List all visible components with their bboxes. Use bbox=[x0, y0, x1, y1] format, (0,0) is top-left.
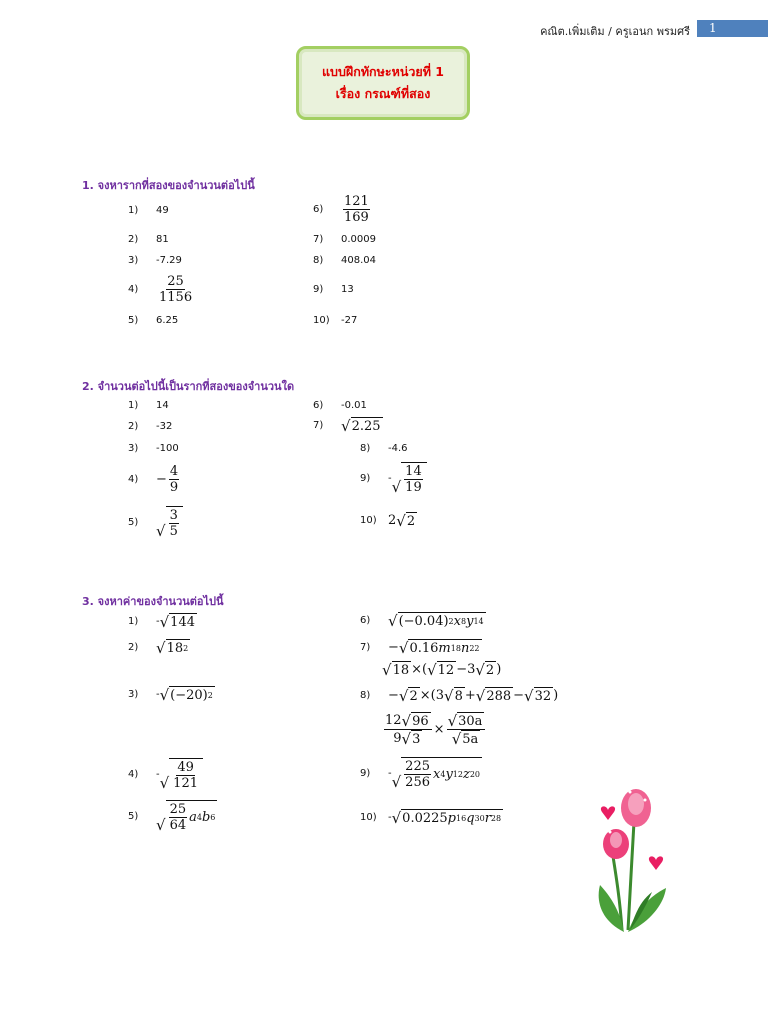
s3-item-5 bbox=[128, 800, 217, 833]
prefix: - bbox=[388, 768, 392, 779]
variable: y bbox=[466, 614, 474, 629]
variable: m bbox=[438, 641, 451, 656]
base: (−0.04) bbox=[398, 614, 449, 629]
minus-sign: − bbox=[156, 472, 167, 487]
radicand: 144 bbox=[170, 615, 195, 630]
radical-sign: √ bbox=[156, 639, 166, 657]
section-2-heading: 2. จำนวนต่อไปนี้เป็นรากที่สองของจำนวนใด bbox=[82, 380, 295, 393]
radical-sign: √ bbox=[159, 613, 170, 631]
variable: r bbox=[484, 811, 491, 826]
item-number: 7) bbox=[360, 642, 371, 653]
fraction bbox=[404, 759, 431, 790]
item-number: 6) bbox=[313, 204, 324, 215]
square-root: √ 2 bbox=[475, 661, 495, 679]
s1-item-5 bbox=[128, 315, 178, 326]
s2-item-1 bbox=[128, 400, 169, 411]
fraction bbox=[169, 802, 188, 833]
item-number: 6) bbox=[313, 400, 324, 411]
title-box bbox=[296, 46, 470, 120]
numerator: 14 bbox=[405, 464, 422, 479]
item-value: 13 bbox=[341, 284, 354, 295]
square-root: √ $\frac{225}{256}$ x 4 y 12 z 20 bbox=[391, 759, 481, 791]
item-number: 3) bbox=[128, 443, 139, 454]
item-number: 5) bbox=[128, 315, 139, 326]
variable: b bbox=[201, 810, 211, 825]
radical-sign: √ bbox=[391, 809, 402, 827]
item-number: 5) bbox=[128, 811, 139, 822]
square-root: √ 18 2 bbox=[156, 639, 189, 657]
numerator: 3 bbox=[169, 508, 178, 523]
square-root: √ $\frac{25}{64}$ a 4 b 6 bbox=[156, 802, 216, 834]
variable: x bbox=[453, 614, 461, 629]
title-line-1: แบบฝึกทักษะหน่วยที่ 1 bbox=[322, 64, 444, 79]
item-value: -100 bbox=[156, 443, 179, 454]
prefix: - bbox=[388, 812, 392, 823]
denominator: 5 bbox=[169, 524, 178, 539]
square-root: √ 0.16 m 18 n 22 bbox=[398, 639, 480, 657]
s2-item-3 bbox=[128, 443, 179, 454]
item-value: 14 bbox=[156, 400, 169, 411]
s2-item-9 bbox=[360, 462, 427, 495]
square-root bbox=[156, 506, 183, 539]
numerator: 225 bbox=[405, 759, 430, 774]
square-root: √ (−20) 2 bbox=[159, 686, 213, 704]
radical-sign: √ bbox=[391, 773, 402, 791]
item-value: -4.6 bbox=[388, 443, 408, 454]
prefix: - bbox=[388, 473, 392, 484]
s3-item-8-line-2: 8) − √ 2 ×(3 √ 8 + √ 288 − √ 32 ) bbox=[360, 687, 559, 705]
denominator: 169 bbox=[344, 210, 369, 225]
square-root: √ 0.0225 p 16 q 30 r 28 bbox=[391, 809, 502, 827]
item-number: 1) bbox=[128, 616, 139, 627]
fraction bbox=[169, 464, 179, 495]
s2-item-2 bbox=[128, 421, 172, 432]
radicand: 2.25 bbox=[351, 419, 381, 434]
s2-item-6 bbox=[313, 400, 367, 411]
item-value: -27 bbox=[341, 315, 358, 326]
fraction bbox=[404, 464, 423, 495]
fraction bbox=[169, 508, 179, 539]
page-number: 1 bbox=[697, 20, 768, 37]
radical-sign: √ bbox=[156, 522, 166, 540]
variable: z bbox=[462, 767, 470, 782]
item-value: -7.29 bbox=[156, 255, 182, 266]
square-root: √ 18 bbox=[382, 661, 410, 679]
base: (−20) bbox=[170, 688, 208, 703]
item-number: 3) bbox=[128, 255, 139, 266]
denominator: 1156 bbox=[159, 290, 193, 305]
coefficient: 0.0225 bbox=[402, 811, 448, 826]
s1-item-3 bbox=[128, 255, 182, 266]
square-root bbox=[160, 613, 197, 630]
item-number: 2) bbox=[128, 234, 139, 245]
square-root bbox=[396, 512, 417, 529]
tulip-decoration-icon bbox=[590, 780, 680, 945]
item-number: 10) bbox=[360, 812, 377, 823]
numerator: 49 bbox=[177, 760, 194, 775]
s3-item-9 bbox=[360, 757, 482, 790]
variable: n bbox=[460, 641, 470, 656]
s1-item-2 bbox=[128, 234, 169, 245]
s1-item-1 bbox=[128, 205, 169, 216]
square-root bbox=[392, 462, 427, 495]
s3-item-8-line-1: √ 18 ×( √ 12 −3 √ 2 ) bbox=[382, 661, 502, 679]
item-number: 10) bbox=[313, 315, 330, 326]
section-3-heading: 3. จงหาค่าของจำนวนต่อไปนี้ bbox=[82, 595, 224, 608]
square-root: √ 12 bbox=[427, 661, 455, 679]
fraction bbox=[158, 274, 193, 305]
radical-sign: √ bbox=[159, 774, 170, 792]
s1-item-10 bbox=[313, 315, 357, 326]
item-value: 6.25 bbox=[156, 315, 179, 326]
numerator: 25 bbox=[169, 802, 187, 817]
item-number: 2) bbox=[128, 421, 139, 432]
s3-item-10 bbox=[360, 809, 503, 826]
coefficient: 0.16 bbox=[409, 641, 439, 656]
radical-sign: √ bbox=[391, 478, 402, 496]
s2-item-4 bbox=[128, 464, 181, 495]
s3-item-4 bbox=[128, 758, 203, 791]
item-number: 2) bbox=[128, 642, 139, 653]
denominator: 256 bbox=[405, 775, 430, 790]
s3-item-8-line-3: 12 √ 96 9 √ 3 × √ 30a √ 5a bbox=[382, 712, 487, 747]
s3-item-7 bbox=[360, 639, 482, 656]
s2-item-5 bbox=[128, 506, 183, 539]
item-number: 10) bbox=[360, 515, 377, 526]
item-number: 4) bbox=[128, 474, 139, 485]
s3-item-6 bbox=[360, 612, 486, 629]
item-number: 5) bbox=[128, 517, 139, 528]
numerator: 121 bbox=[344, 194, 369, 209]
item-number: 1) bbox=[128, 205, 139, 216]
item-number: 4) bbox=[128, 284, 139, 295]
item-number: 3) bbox=[128, 689, 139, 700]
denominator: 19 bbox=[405, 480, 422, 495]
item-value: -32 bbox=[156, 421, 173, 432]
square-root: √ 2 bbox=[398, 687, 418, 705]
square-root bbox=[341, 417, 383, 434]
item-number: 8) bbox=[313, 255, 324, 266]
s3-item-1 bbox=[128, 613, 197, 630]
denominator: 121 bbox=[173, 776, 198, 791]
title-line-2: เรื่อง กรณฑ์ที่สอง bbox=[335, 86, 431, 101]
square-root: √ 32 bbox=[524, 687, 552, 705]
radical-sign: √ bbox=[341, 417, 351, 435]
base: 18 bbox=[166, 641, 184, 656]
item-number: 9) bbox=[360, 473, 371, 484]
s1-item-9 bbox=[313, 284, 354, 295]
denominator: 64 bbox=[169, 818, 187, 833]
item-number: 9) bbox=[360, 768, 371, 779]
radical-sign: √ bbox=[388, 612, 398, 630]
item-number: 8) bbox=[360, 443, 371, 454]
radical-sign: √ bbox=[159, 686, 170, 704]
item-number: 1) bbox=[128, 400, 139, 411]
fraction bbox=[172, 760, 199, 791]
variable: a bbox=[189, 810, 197, 825]
section-1-heading: 1. จงหารากที่สองของจำนวนต่อไปนี้ bbox=[82, 179, 255, 192]
s2-item-8 bbox=[360, 443, 408, 454]
s3-item-3 bbox=[128, 686, 215, 703]
item-number: 9) bbox=[313, 284, 324, 295]
item-number: 4) bbox=[128, 769, 139, 780]
s2-item-7 bbox=[313, 417, 383, 434]
numerator: 25 bbox=[167, 274, 184, 289]
square-root: √ 288 bbox=[475, 687, 512, 705]
item-value: 49 bbox=[156, 205, 169, 216]
s1-item-4 bbox=[128, 274, 195, 305]
radical-sign: √ bbox=[396, 512, 406, 530]
item-number: 7) bbox=[313, 420, 324, 431]
prefix: - bbox=[156, 689, 160, 700]
prefix: - bbox=[156, 769, 160, 780]
fraction: √ 30a √ 5a bbox=[447, 712, 486, 747]
prefix: - bbox=[156, 616, 160, 627]
item-number: 7) bbox=[313, 234, 324, 245]
variable: x bbox=[433, 767, 441, 782]
square-root: √ (−0.04) 2 x 8 y 14 bbox=[388, 612, 484, 630]
square-root: √ 8 bbox=[444, 687, 463, 705]
header-text: คณิต.เพิ่มเติม / ครูเอนก พรมศรี bbox=[540, 25, 690, 38]
s1-item-8 bbox=[313, 255, 376, 266]
s1-item-7 bbox=[313, 234, 376, 245]
s2-item-10 bbox=[360, 512, 417, 529]
radicand: 2 bbox=[406, 514, 416, 529]
item-value: -0.01 bbox=[341, 400, 367, 411]
variable: q bbox=[466, 811, 475, 826]
coefficient: 2 bbox=[388, 513, 397, 528]
denominator: 9 bbox=[169, 480, 179, 495]
radical-sign: √ bbox=[156, 816, 166, 834]
item-number: 8) bbox=[360, 690, 371, 701]
variable: y bbox=[445, 767, 453, 782]
item-value: 408.04 bbox=[341, 255, 376, 266]
fraction bbox=[343, 194, 370, 225]
variable: p bbox=[447, 811, 456, 826]
minus-sign: − bbox=[388, 640, 399, 655]
item-value: 81 bbox=[156, 234, 169, 245]
item-number: 6) bbox=[360, 615, 371, 626]
s3-item-2 bbox=[128, 639, 190, 656]
item-value: 0.0009 bbox=[341, 234, 376, 245]
square-root bbox=[160, 758, 203, 791]
radical-sign: √ bbox=[398, 639, 409, 657]
fraction: 12 √ 96 9 √ 3 bbox=[384, 712, 432, 747]
numerator: 4 bbox=[169, 464, 179, 479]
s1-item-6 bbox=[313, 194, 372, 225]
